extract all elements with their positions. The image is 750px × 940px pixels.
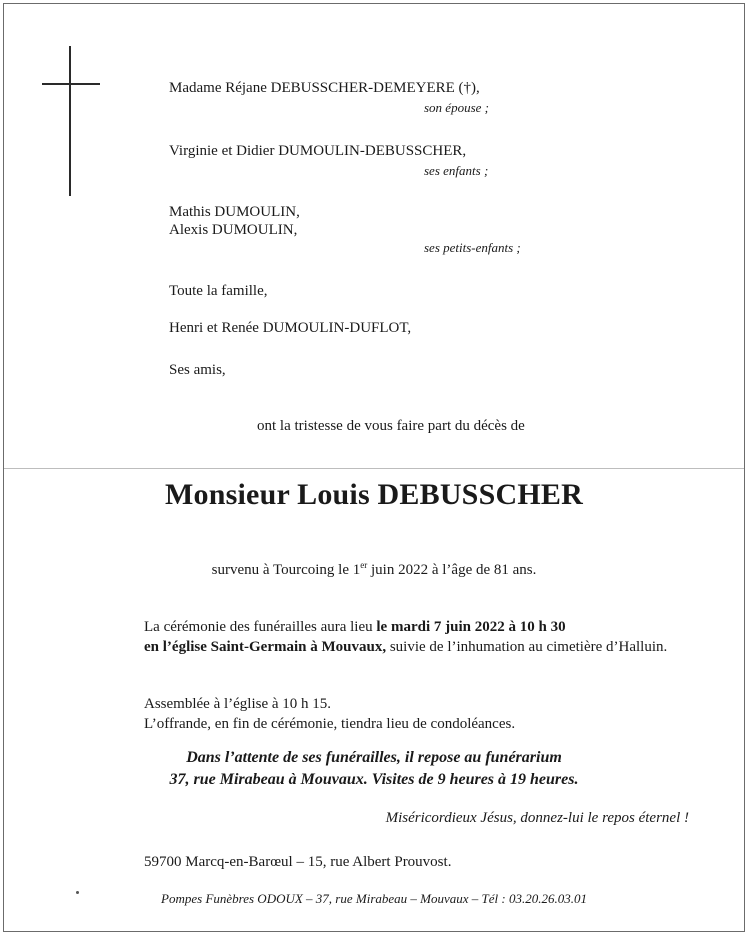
assembly-paragraph: Assemblée à l’église à 10 h 15. L’offrande, en fin de cérémonie, tiendra lieu de condoléances. bbox=[144, 696, 516, 732]
deceased-name: Monsieur Louis DEBUSSCHER bbox=[165, 478, 583, 511]
family-friends: Ses amis, bbox=[169, 362, 226, 378]
prayer-text: Miséricordieux Jésus, donnez-lui le repos éternel ! bbox=[385, 810, 689, 826]
family-grandchild-2: Alexis DUMOULIN, bbox=[169, 222, 298, 238]
family-children-relation: ses enfants ; bbox=[424, 163, 489, 178]
funeral-home-footer: Pompes Funèbres ODOUX – 37, rue Mirabeau – Mouvaux – Tél : 03.20.26.03.01 bbox=[161, 891, 587, 906]
family-address: 59700 Marcq-en-Barœul – 15, rue Albert Prouvost. bbox=[144, 854, 452, 870]
family-whole: Toute la famille, bbox=[169, 283, 268, 299]
family-inlaws: Henri et Renée DUMOULIN-DUFLOT, bbox=[169, 320, 412, 336]
family-grandchild-1: Mathis DUMOULIN, bbox=[169, 204, 300, 220]
fold-line bbox=[4, 468, 744, 469]
family-spouse-name: Madame Réjane DEBUSSCHER-DEMEYERE (†), bbox=[169, 80, 480, 96]
family-spouse-relation: son épouse ; bbox=[424, 100, 489, 115]
announcement-text: ont la tristesse de vous faire part du décès de bbox=[257, 418, 525, 434]
funerarium-notice: Dans l’attente de ses funérailles, il repose au funérarium 37, rue Mirabeau à Mouvaux. Visites de 9 heures à 19 heures. bbox=[169, 749, 579, 788]
family-grandchildren-relation: ses petits-enfants ; bbox=[424, 240, 521, 255]
ceremony-paragraph: La cérémonie des funérailles aura lieu le mardi 7 juin 2022 à 10 h 30 en l’église Saint-Germain à Mouvaux, suivie de l’inhumation au cimetière d’Halluin. bbox=[144, 619, 668, 655]
death-details: survenu à Tourcoing le 1er juin 2022 à l’âge de 81 ans. bbox=[211, 560, 537, 578]
funeral-card bbox=[3, 3, 745, 932]
family-children-name: Virginie et Didier DUMOULIN-DEBUSSCHER, bbox=[169, 143, 467, 159]
